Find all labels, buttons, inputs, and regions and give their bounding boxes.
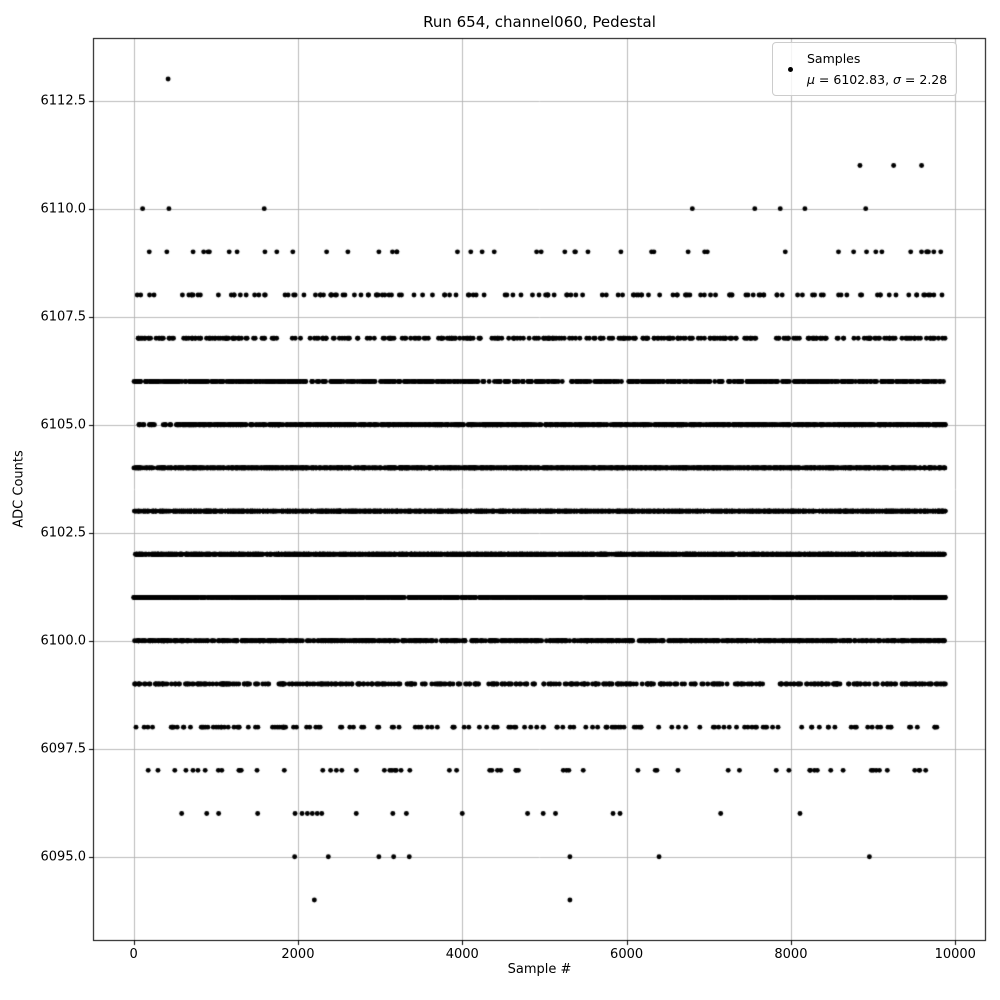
y-tick-label: 6110.0: [40, 201, 86, 217]
legend-sample-marker-icon: [788, 67, 793, 72]
y-tick-label: 6100.0: [40, 633, 86, 649]
mu-value: = 6102.83,: [814, 72, 894, 87]
x-tick-label: 10000: [934, 947, 976, 962]
y-tick-label: 6107.5: [40, 309, 86, 325]
x-tick-label: 8000: [774, 947, 808, 962]
sigma-symbol: σ: [893, 72, 901, 87]
x-tick-label: 0: [129, 947, 138, 962]
sigma-value: = 2.28: [900, 72, 948, 87]
mu-symbol: μ: [807, 72, 815, 87]
legend-text: [807, 48, 947, 90]
legend-marker-column: [780, 67, 800, 72]
legend-stats-line: [807, 69, 947, 90]
x-tick-label: 4000: [445, 947, 479, 962]
legend: [772, 42, 957, 96]
legend-label-samples: Samples: [807, 51, 861, 66]
y-tick-label: 6112.5: [40, 93, 86, 109]
y-axis-label: ADC Counts: [11, 450, 27, 528]
chart-title: Run 654, channel060, Pedestal: [423, 13, 656, 31]
y-tick-label: 6102.5: [40, 525, 86, 541]
x-tick-label: 6000: [610, 947, 644, 962]
y-tick-label: 6095.0: [40, 849, 86, 865]
y-tick-label: 6105.0: [40, 417, 86, 433]
y-tick-label: 6097.5: [40, 741, 86, 757]
x-tick-label: 2000: [281, 947, 315, 962]
x-axis-label: Sample #: [507, 962, 572, 977]
